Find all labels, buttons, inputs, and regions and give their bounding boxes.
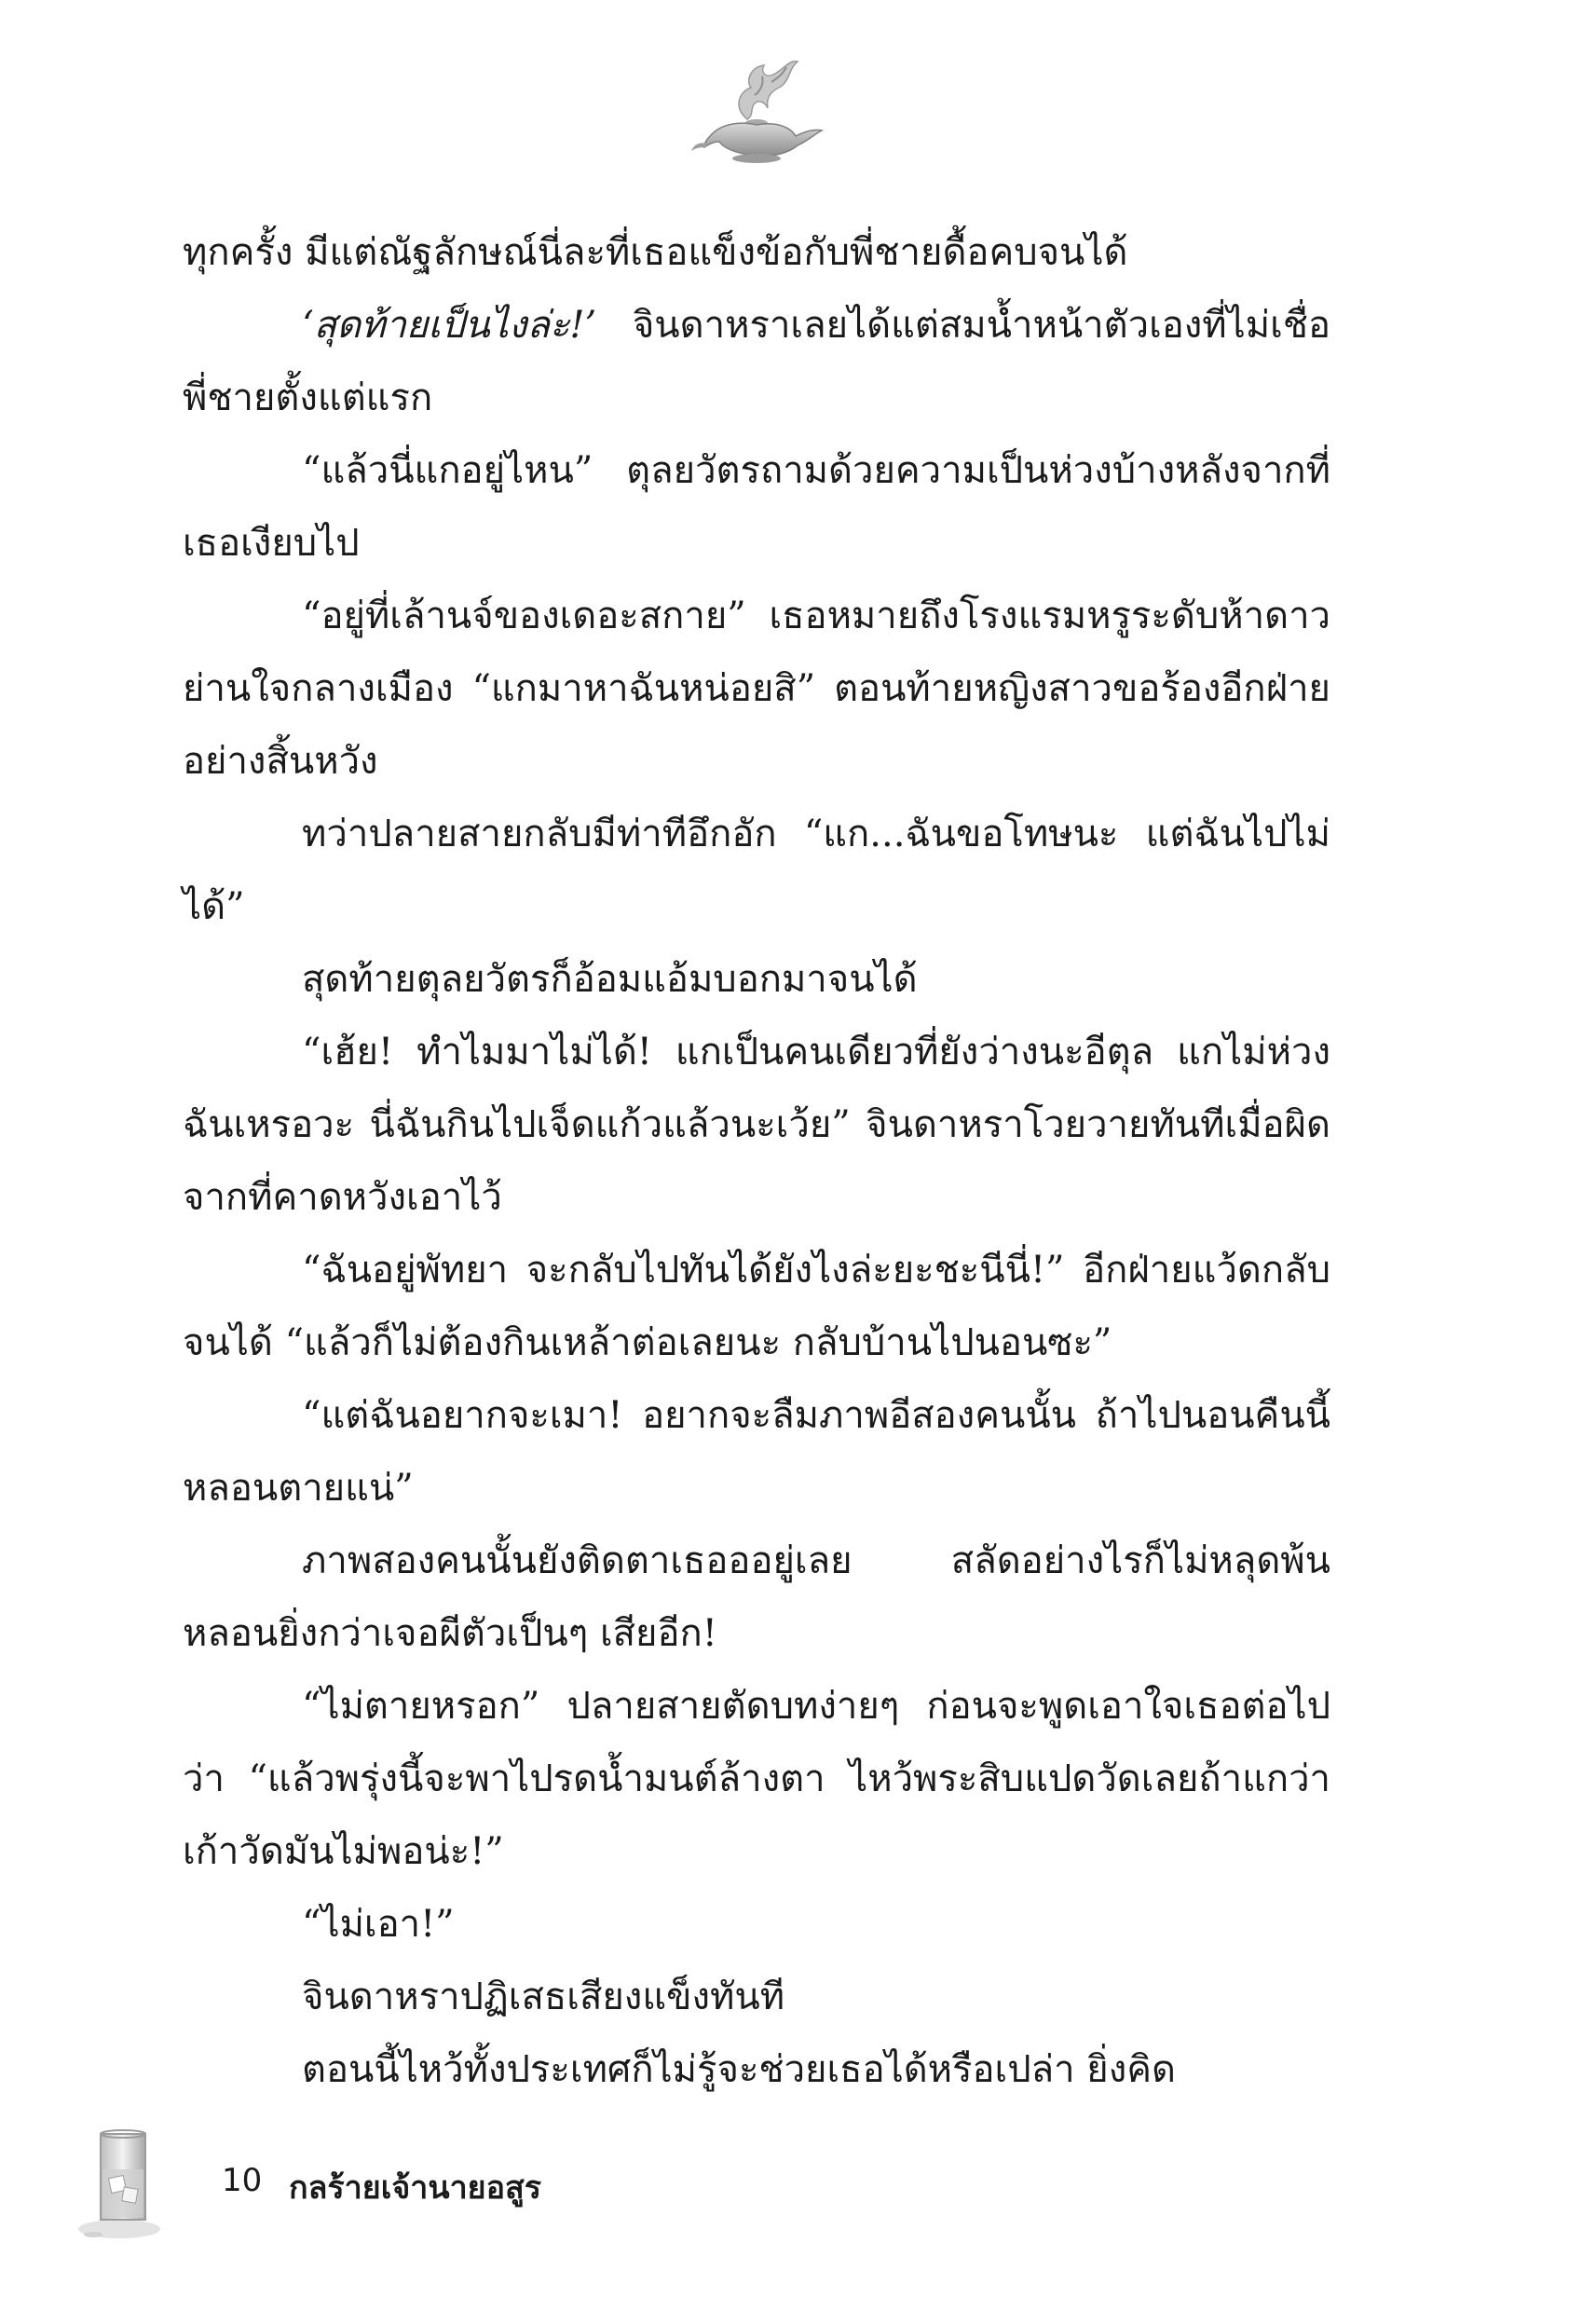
paragraph-text: จินดาหราเลยได้แต่สมน้ำหน้าตัวเองที่ไม่เชื่อพี่ชายตั้งแต่แรก (183, 304, 1330, 419)
paragraph-13 (183, 1961, 1330, 2033)
page-body (183, 216, 1330, 2136)
paragraph-text: “อยู่ที่เล้านจ์ของเดอะสกาย” เธอหมายถึงโรงแรมหรูระดับห้าดาวย่านใจกลางเมือง “แกมาหาฉันหน่อยสิ” ตอนท้ายหญิงสาวขอร้องอีกฝ่ายอย่างสิ้นหวัง (183, 595, 1330, 783)
paragraph-text: “แต่ฉันอยากจะเมา! อยากจะลืมภาพอีสองคนนั้น ถ้าไปนอนคืนนี้หลอนตายแน่” (183, 1394, 1330, 1510)
magic-lamp-ornament-icon (686, 54, 825, 166)
paragraph-7 (183, 1016, 1330, 1234)
paragraph-text: จินดาหราปฏิเสธเสียงแข็งทันที (302, 1976, 785, 2018)
paragraph-text: “ฉันอยู่พัทยา จะกลับไปทันได้ยังไงล่ะยะชะนีนี่!” อีกฝ่ายแว้ดกลับจนได้ “แล้วก็ไม่ต้องกินเหล้าต่อเลยนะ กลับบ้านไปนอนซะ” (183, 1249, 1330, 1364)
paragraph-5 (183, 798, 1330, 943)
paragraph-text: ทุกครั้ง มีแต่ณัฐลักษณ์นี่ละที่เธอแข็งข้อกับพี่ชายดื้อคบจนได้ (183, 231, 1128, 274)
paragraph-text: “ไม่ตายหรอก” ปลายสายตัดบทง่ายๆ ก่อนจะพูดเอาใจเธอต่อไปว่า “แล้วพรุ่งนี้จะพาไปรดน้ำมนต์ล้างตา ไหว้พระสิบแปดวัดเลยถ้าแกว่าเก้าวัดมันไม่พอน่ะ!” (183, 1685, 1330, 1873)
whiskey-glass-icon (76, 2125, 188, 2246)
paragraph-11 (183, 1670, 1330, 1888)
paragraph-8 (183, 1234, 1330, 1379)
paragraph-12 (183, 1888, 1330, 1961)
paragraph-4 (183, 580, 1330, 798)
paragraph-text: “ไม่เอา!” (302, 1903, 455, 1946)
paragraph-text: ตอนนี้ไหว้ทั้งประเทศก็ไม่รู้จะช่วยเธอได้หรือเปล่า ยิ่งคิด (302, 2048, 1177, 2091)
paragraph-text: “เฮ้ย! ทำไมมาไม่ได้! แกเป็นคนเดียวที่ยังว่างนะอีตุล แกไม่ห่วงฉันเหรอวะ นี่ฉันกินไปเจ็ดแก้วแล้วนะเว้ย” จินดาหราโวยวายทันทีเมื่อผิดจากที่คาดหวังเอาไว้ (183, 1031, 1330, 1219)
paragraph-14 (183, 2033, 1330, 2106)
paragraph-italic-thought: ‘สุดท้ายเป็นไงล่ะ!’ (302, 304, 597, 347)
paragraph-text: ทว่าปลายสายกลับมีท่าทีอึกอัก “แก...ฉันขอโทษนะ แต่ฉันไปไม่ได้” (183, 813, 1330, 928)
running-book-title: กลร้ายเจ้านายอสูร (289, 2169, 542, 2207)
page-footer (0, 2125, 1596, 2274)
paragraph-1 (183, 216, 1330, 289)
paragraph-9 (183, 1379, 1330, 1525)
paragraph-3 (183, 434, 1330, 580)
paragraph-6 (183, 943, 1330, 1016)
paragraph-text: ภาพสองคนนั้นยังติดตาเธอออยู่เลย สลัดอย่างไรก็ไม่หลุดพ้นหลอนยิ่งกว่าเจอผีตัวเป็นๆ เสียอีก! (183, 1539, 1330, 1655)
paragraph-text: “แล้วนี่แกอยู่ไหน” ตุลยวัตรถามด้วยความเป็นห่วงบ้างหลังจากที่เธอเงียบไป (183, 449, 1330, 565)
paragraph-2 (183, 289, 1330, 434)
page-number: 10 (222, 2162, 263, 2199)
paragraph-text: สุดท้ายตุลยวัตรก็อ้อมแอ้มบอกมาจนได้ (302, 958, 918, 1001)
paragraph-10 (183, 1525, 1330, 1670)
